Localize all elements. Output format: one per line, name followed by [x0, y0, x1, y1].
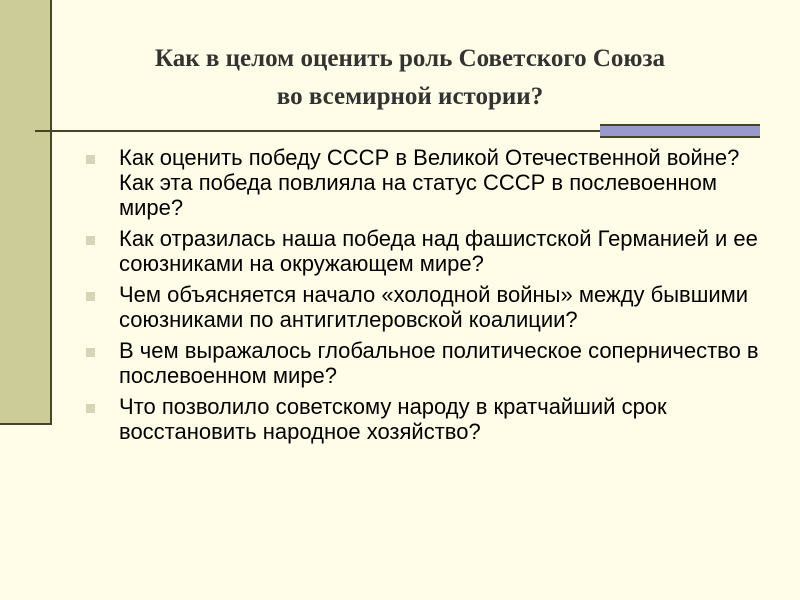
- list-item-text: Как оценить победу СССР в Великой Отечественной войне? Как эта победа повлияла на статус СССР в послевоенном мире?: [119, 145, 740, 220]
- list-item-text: Как отразилась наша победа над фашистской Германией и ее союзниками на окружающем мире?: [119, 226, 758, 276]
- list-item-text: В чем выражалось глобальное политическое соперничество в послевоенном мире?: [119, 338, 759, 388]
- slide-title: [80, 40, 740, 116]
- list-item-text: Чем объясняется начало «холодной войны» между бывшими союзниками по антигитлеровской коалиции?: [119, 282, 749, 332]
- square-bullet-icon: [86, 236, 95, 245]
- question-list: [86, 145, 766, 450]
- title-line-1: Как в целом оценить роль Советского Союза: [154, 45, 666, 72]
- side-decor-bar: [0, 0, 52, 425]
- square-bullet-icon: [86, 348, 95, 357]
- square-bullet-icon: [86, 404, 95, 413]
- title-divider-accent: [600, 124, 760, 138]
- list-item: [86, 145, 766, 220]
- list-item-text: Что позволило советскому народу в кратчайший срок восстановить народное хозяйство?: [119, 394, 667, 444]
- list-item: [86, 226, 766, 276]
- title-line-2: во всемирной истории?: [276, 83, 544, 110]
- square-bullet-icon: [86, 155, 95, 164]
- list-item: [86, 338, 766, 388]
- square-bullet-icon: [86, 292, 95, 301]
- list-item: [86, 282, 766, 332]
- list-item: [86, 394, 766, 444]
- title-divider-line: [35, 130, 600, 132]
